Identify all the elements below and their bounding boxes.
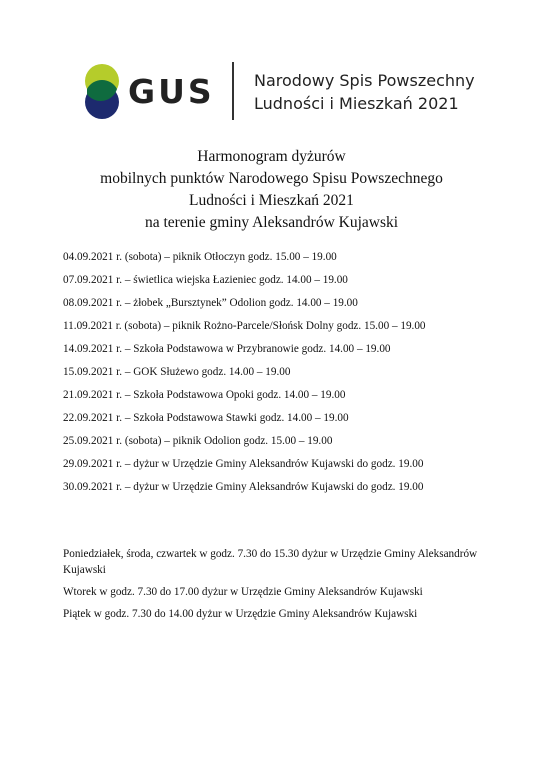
schedule-item: 08.09.2021 r. – żłobek „Bursztynek” Odolion godz. 14.00 – 19.00 [63,297,358,309]
office-hours [63,546,483,628]
title-line: Ludności i Mieszkań 2021 [189,192,354,209]
schedule-item: 21.09.2021 r. – Szkoła Podstawowa Opoki godz. 14.00 – 19.00 [63,389,346,401]
schedule-item: 11.09.2021 r. (sobota) – piknik Rożno-Parcele/Słońsk Dolny godz. 15.00 – 19.00 [63,320,426,332]
schedule-item: 14.09.2021 r. – Szkoła Podstawowa w Przybranowie godz. 14.00 – 19.00 [63,343,391,355]
gus-logo-icon [82,64,122,120]
census-title [254,69,475,115]
title-line: Harmonogram dyżurów [197,148,346,165]
title-line: mobilnych punktów Narodowego Spisu Powszechnego [100,170,443,187]
logo-text: GUS [128,72,215,111]
office-hours-item: Wtorek w godz. 7.30 do 17.00 dyżur w Urzędzie Gminy Aleksandrów Kujawski [63,586,423,598]
schedule-list [63,249,426,502]
office-hours-item: Poniedziałek, środa, czwartek w godz. 7.30 do 15.30 dyżur w Urzędzie Gminy Aleksandrów Kujawski [63,548,478,576]
schedule-item: 15.09.2021 r. – GOK Służewo godz. 14.00 – 19.00 [63,366,291,378]
schedule-item: 25.09.2021 r. (sobota) – piknik Odolion godz. 15.00 – 19.00 [63,435,333,447]
schedule-item: 04.09.2021 r. (sobota) – piknik Otłoczyn godz. 15.00 – 19.00 [63,251,337,263]
logo-divider [232,62,234,120]
census-title-line: Narodowy Spis Powszechny [254,71,475,90]
schedule-item: 07.09.2021 r. – świetlica wiejska Łazieniec godz. 14.00 – 19.00 [63,274,348,286]
office-hours-item: Piątek w godz. 7.30 do 14.00 dyżur w Urzędzie Gminy Aleksandrów Kujawski [63,608,418,620]
schedule-item: 29.09.2021 r. – dyżur w Urzędzie Gminy Aleksandrów Kujawski do godz. 19.00 [63,458,424,470]
schedule-item: 22.09.2021 r. – Szkoła Podstawowa Stawki godz. 14.00 – 19.00 [63,412,349,424]
census-title-line: Ludności i Mieszkań 2021 [254,94,459,113]
schedule-item: 30.09.2021 r. – dyżur w Urzędzie Gminy Aleksandrów Kujawski do godz. 19.00 [63,481,424,493]
title-line: na terenie gminy Aleksandrów Kujawski [144,214,399,231]
header [82,58,482,122]
document-title [0,146,543,234]
